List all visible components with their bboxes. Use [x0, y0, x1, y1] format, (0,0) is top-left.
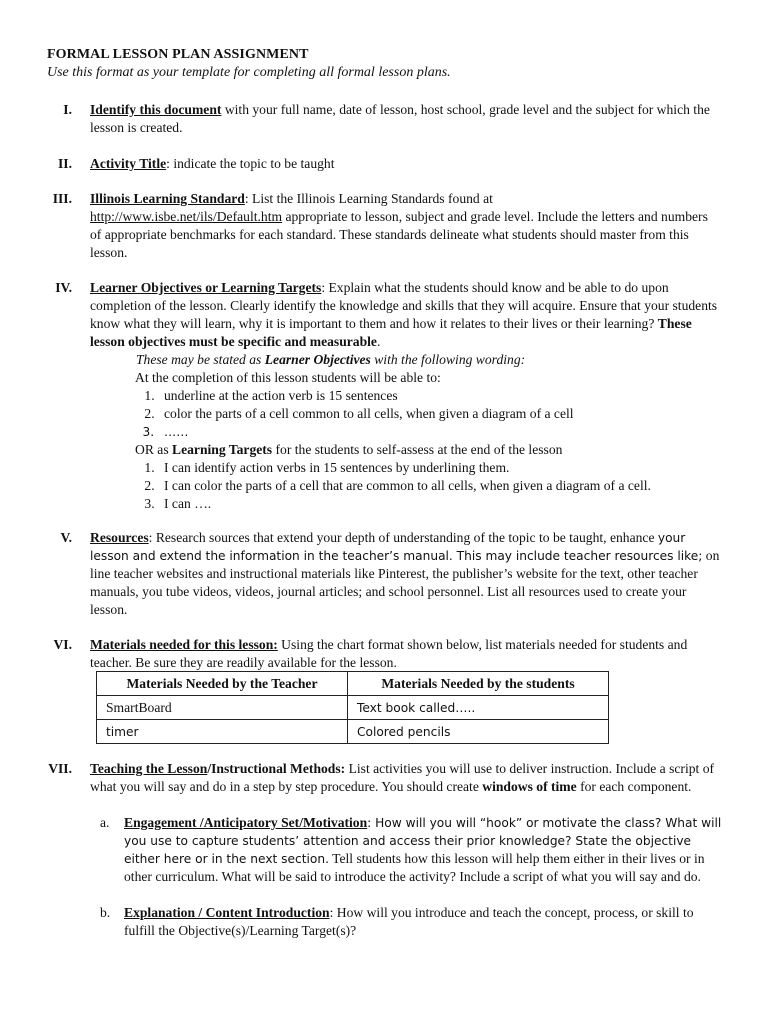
- list-item: 3. ……: [158, 423, 722, 441]
- section-heading: Resources: [90, 530, 149, 545]
- section-text: : Research sources that extend your depth of understanding of the topic to be taught, enhance: [148, 530, 658, 545]
- intro-text: These may be stated as: [136, 352, 265, 367]
- item-text-sans: : How will you will “hook” or motivate the class? What will you use to capture students’ attention and access their prior knowledge? State the objective either here or in the next section.: [124, 816, 722, 866]
- section-text-end: for each component.: [576, 779, 692, 794]
- section-number: III.: [52, 191, 72, 206]
- emphasis-text: windows of time: [482, 779, 577, 794]
- teaching-subitems: [90, 814, 722, 940]
- section-text: List activities you will use to deliver instruction. Include a script of what you will say and do in a step by step procedure. You should create: [90, 761, 715, 794]
- section-body: [90, 279, 722, 513]
- emphasis-text: These lesson objectives must be specific and measurable: [90, 316, 692, 349]
- list-item: [90, 904, 722, 940]
- table-cell: SmartBoard: [97, 696, 348, 720]
- table-header-row: [97, 672, 609, 696]
- item-heading: Explanation / Content Introduction: [124, 905, 330, 920]
- document-subtitle: Use this format as your template for completing all formal lesson plans.: [47, 65, 451, 80]
- section-heading: Illinois Learning Standard: [90, 191, 245, 206]
- section-number: VII.: [48, 761, 72, 776]
- section-heading: Materials needed for this lesson:: [90, 637, 278, 652]
- list-item: 3. I can ….: [158, 495, 722, 513]
- table-row: [97, 720, 609, 744]
- section-heading: Teaching the Lesson: [90, 761, 208, 776]
- intro-text-end: with the following wording:: [370, 352, 526, 367]
- section-text: : List the Illinois Learning Standards found at: [244, 191, 493, 206]
- table-row: [97, 696, 609, 720]
- item-heading: Engagement /Anticipatory Set/Motivation: [124, 815, 368, 830]
- intro-text-end: for the students to self-assess at the end of the lesson: [272, 442, 563, 457]
- list-item: [90, 814, 722, 886]
- section-text: Using the chart format shown below, list materials needed for students and teacher. Be sure they are readily available for the lesson.: [90, 637, 688, 670]
- section-heading: Learner Objectives or Learning Targets: [90, 280, 322, 295]
- isbe-link[interactable]: http://www.isbe.net/ils/Default.htm: [90, 209, 283, 224]
- section-number: V.: [60, 530, 72, 545]
- section-body: [90, 529, 722, 619]
- item-marker: a.: [100, 815, 110, 830]
- completion-line: At the completion of this lesson students will be able to:: [135, 370, 441, 385]
- section-body: [90, 155, 722, 173]
- item-text: Tell students how this lesson will help them either in their lives or in other curriculum. What will be said to introduce the activity? Include a script of what you will say and do.: [124, 851, 705, 884]
- column-header-students: Materials Needed by the students: [348, 672, 609, 696]
- section-number: IV.: [55, 280, 72, 295]
- section-body: [90, 636, 722, 672]
- section-heading-rest: /Instructional Methods:: [207, 761, 346, 776]
- document-title: FORMAL LESSON PLAN ASSIGNMENT: [47, 47, 309, 62]
- targets-intro: [90, 441, 722, 459]
- emphasis-end: .: [376, 334, 381, 349]
- section-body: [90, 760, 722, 940]
- list-item: 2. color the parts of a cell common to all cells, when given a diagram of a cell: [158, 405, 722, 423]
- section-body: [90, 101, 722, 137]
- section-number: II.: [58, 156, 72, 171]
- item-text: : How will you introduce and teach the concept, process, or skill to fulfill the Objective(s)/Learning Target(s)?: [124, 905, 694, 938]
- targets-list: [90, 459, 722, 513]
- section-number: VI.: [53, 637, 72, 652]
- intro-text: OR as: [135, 442, 173, 457]
- section-heading: Identify this document: [90, 102, 222, 117]
- list-item: 2. I can color the parts of a cell that are common to all cells, when given a diagram of a cell.: [158, 477, 722, 495]
- section-text-sans: your lesson and extend the information in the teacher’s manual. This may include teacher resources like;: [90, 531, 703, 563]
- list-item: 1. underline at the action verb is 15 sentences: [158, 387, 722, 405]
- section-body: [90, 190, 722, 262]
- section-number: I.: [63, 102, 72, 117]
- section-heading: Activity Title: [90, 156, 167, 171]
- materials-table: [96, 671, 609, 744]
- table-cell: Colored pencils: [348, 720, 609, 744]
- intro-bold: Learner Objectives: [264, 352, 371, 367]
- table-cell: timer: [97, 720, 348, 744]
- objectives-intro: [90, 351, 722, 369]
- item-marker: b.: [100, 905, 111, 920]
- objectives-list: [90, 387, 722, 441]
- section-text: : indicate the topic to be taught: [166, 156, 335, 171]
- section-text-continued: appropriate to lesson, subject and grade level. Include the letters and numbers of appropriate benchmarks for each standard. These standards delineate what students should master from this lesson.: [90, 209, 708, 260]
- list-item: 1. I can identify action verbs in 15 sentences by underlining them.: [158, 459, 722, 477]
- section-text: : Explain what the students should know and be able to do upon completion of the lesson. Clearly identify the knowledge and skills that they will acquire. Ensure that your students know what they will learn, why it is important to them and how it relates to their lives or their learning?: [90, 280, 718, 331]
- table-cell: Text book called…..: [348, 696, 609, 720]
- section-text: with your full name, date of lesson, host school, grade level and the subject for which the lesson is created.: [90, 102, 710, 135]
- intro-bold: Learning Targets: [172, 442, 273, 457]
- column-header-teacher: Materials Needed by the Teacher: [97, 672, 348, 696]
- section-text-continued: on line teacher websites and instructional materials like Pinterest, the publisher’s website for the text, other teacher manuals, you tube videos, videos, journal articles; and school personnel. List all resources used to create your lesson.: [90, 548, 720, 617]
